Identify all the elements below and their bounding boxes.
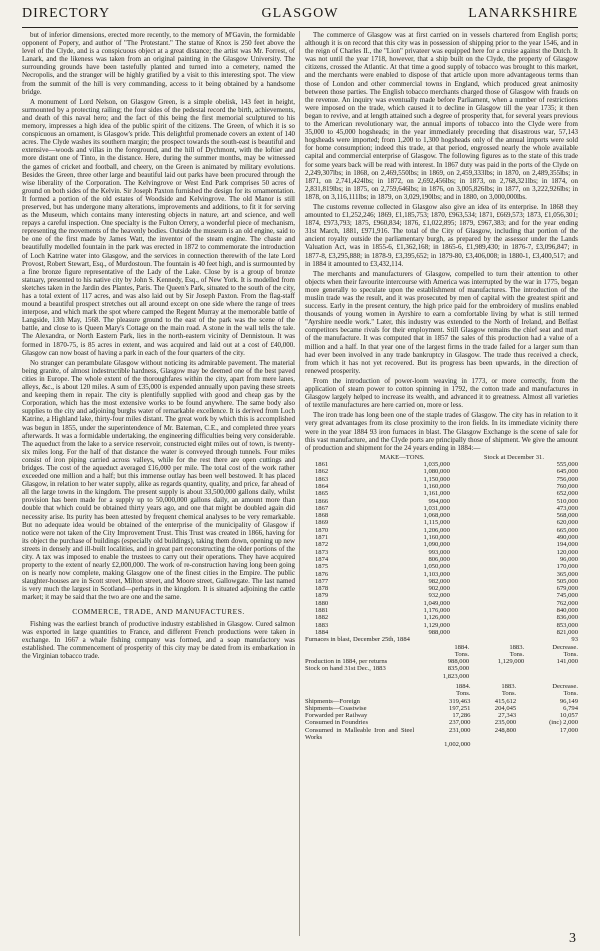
year-cell: 1864 — [315, 482, 329, 490]
production-value: 988,000 — [447, 658, 470, 666]
summary-header: 1884. — [454, 643, 470, 651]
shipment-label: Consumed in Malleable Iron and Steel Works — [305, 726, 415, 742]
shipments-header: 1884. — [455, 682, 471, 690]
make-cell: 932,000 — [428, 592, 450, 600]
stock-cell: 555,000 — [556, 461, 578, 469]
make-cell: 988,000 — [428, 628, 450, 636]
make-cell: 1,103,000 — [423, 570, 450, 578]
stock-cell: 473,000 — [556, 504, 578, 512]
stock-cell: 665,000 — [556, 526, 578, 534]
table-row — [305, 519, 578, 526]
year-cell: 1861 — [315, 461, 329, 469]
table-row — [305, 719, 578, 726]
stock-cell: 96,000 — [559, 555, 578, 563]
stock-cell: 840,000 — [556, 607, 578, 615]
shipments-unit: Tons. — [501, 690, 517, 698]
production-summary-table — [305, 644, 578, 680]
shipment-value: 17,000 — [559, 726, 578, 734]
make-cell: 982,000 — [428, 577, 450, 585]
table-row — [305, 727, 578, 742]
make-cell: 1,050,000 — [423, 563, 450, 571]
make-cell: 1,068,000 — [423, 512, 450, 520]
iron-production-table — [305, 454, 578, 636]
year-cell: 1880 — [315, 599, 329, 607]
table-header-row — [305, 454, 578, 461]
column-divider — [299, 31, 300, 936]
table-row — [305, 534, 578, 541]
shipment-value: 204,045 — [494, 704, 517, 712]
table-row — [305, 614, 578, 621]
table-row — [305, 622, 578, 629]
year-cell: 1877 — [315, 577, 329, 585]
page-number: 3 — [569, 931, 576, 946]
make-cell: 1,150,000 — [423, 475, 450, 483]
year-cell: 1879 — [315, 592, 329, 600]
header-right: LANARKSHIRE — [468, 6, 578, 21]
right-column — [305, 31, 578, 936]
furnaces-value: 93 — [571, 636, 578, 644]
make-cell: 1,160,000 — [423, 534, 450, 542]
table-row — [305, 483, 578, 490]
table-row — [305, 490, 578, 497]
summary-unit: Tons. — [563, 650, 578, 658]
make-cell: 1,090,000 — [423, 541, 450, 549]
stock-cell: 679,000 — [556, 585, 578, 593]
year-cell: 1873 — [315, 548, 329, 556]
make-cell: 994,000 — [428, 497, 450, 505]
table-row — [305, 712, 578, 719]
shipments-unit: Tons. — [563, 690, 578, 698]
stock-cell: 120,000 — [556, 548, 578, 556]
stock-cell: 510,000 — [556, 497, 578, 505]
furnaces-label: Furnaces in blast, December 25th, 1884 — [305, 636, 410, 644]
make-cell: 993,000 — [428, 548, 450, 556]
make-cell: 1,129,000 — [423, 621, 450, 629]
stock-label: Stock on hand 31st Dec., 1883 — [305, 665, 386, 673]
shipment-value: (inc) 2,000 — [549, 719, 578, 727]
table-row — [305, 578, 578, 585]
year-cell: 1867 — [315, 504, 329, 512]
summary-header: 1883. — [509, 643, 525, 651]
year-cell: 1881 — [315, 607, 329, 615]
stock-cell: 760,000 — [556, 482, 578, 490]
stock-cell: 836,000 — [556, 614, 578, 622]
year-cell: 1876 — [315, 570, 329, 578]
shipment-value: 237,000 — [449, 719, 471, 727]
table-row — [305, 556, 578, 563]
shipment-value: 319,463 — [449, 697, 471, 705]
year-cell: 1874 — [315, 555, 329, 563]
table-row — [305, 512, 578, 519]
stock-cell: 756,000 — [556, 475, 578, 483]
year-cell: 1862 — [315, 468, 329, 476]
table-row — [305, 468, 578, 475]
stock-cell: 568,000 — [556, 512, 578, 520]
shipments-header: Decrease. — [552, 682, 578, 690]
table-row — [305, 498, 578, 505]
stock-cell: 745,000 — [556, 592, 578, 600]
make-cell: 1,080,000 — [423, 468, 450, 476]
make-tons-header: MAKE—TONS. — [379, 453, 425, 461]
shipment-value: 17,286 — [452, 712, 471, 720]
table-row — [305, 592, 578, 599]
shipment-label: Consumed in Foundries — [305, 719, 369, 727]
table-row — [305, 527, 578, 534]
table-row — [305, 629, 578, 636]
make-cell: 1,176,000 — [423, 607, 450, 615]
left-paragraph: but of inferior dimensions, erected more recently, to the memory of M'Gavin, the formidable opponent of Popery, and author of "The Protestant." The statue of Knox is 250 feet above the level of the Clyde, and is a conspicuous object at a great distance; the artist was Mr. Forrest, of Lanark, and the likeness was taken from an original painting in the Glasgow University. The surrounding grounds have been tastefully planted and turned into a cemetery, named the Necropolis, and the stranger will be highly gratified by a visit to this interesting spot. The view from the summit of the hill is very commanding, access to it being obtained by a handsome bridge. — [22, 31, 295, 96]
year-cell: 1878 — [315, 585, 329, 593]
header-rule — [22, 27, 578, 28]
furnaces-line — [305, 636, 578, 643]
summary-unit: Tons. — [509, 650, 525, 658]
production-label: Production in 1884, per returns — [305, 658, 388, 666]
table-row — [305, 698, 578, 705]
right-paragraph: The iron trade has long been one of the staple trades of Glasgow. The city has in relation to it very great advantages from its close proximity to the iron fields. In its immediate vicinity there were in the year 1884 93 iron furnaces in blast. The Glasgow Exchange is the scene of sale for this vast manufacture, and the Clyde ports are principally those of shipment. We give the amount of production and shipment for the 24 years ending in 1884:— — [305, 411, 578, 452]
left-paragraph: No stranger can perambulate Glasgow without noticing its admirable pavement. The material being granite, of almost indestructible hardness, Glasgow may be deemed one of the best paved cities in Europe. The whole extent of the thoroughfares within the city, apart from mere lanes, alleys, &c., is about 120 miles. A sum of £35,000 is expended annually upon paving these streets and keeping them in repair. The city is plentifully supplied with good and cheap gas by the Corporation, which has the most extensive works to be found anywhere. The same body also supplies to the city and adjoining burghs water of remarkable excellence. It is derived from Loch Katrine, a Highland lake, thirty-four miles distant. The great work by which this is accomplished was begun in 1855, under the superintendence of Mr. Bateman, C.E., and completed three years afterwards. It was a formidable undertaking, the engineering difficulties being very considerable. The aqueduct from the lake to a service reservoir, constructed eight miles out of town, is twenty-six miles long. For the half of that distance the water is conveyed through tunnels. Four miles consist of iron piping carried across valleys, while for the rest there are open cuttings and bridges. The cost of the aqueduct averaged £16,000 per mile. The total cost of the work rather exceeded one million and a half; but this immense outlay has been well bestowed. It has placed Glasgow, in relation to her water supply, alike as regards quantity, quality, and price, far ahead of all the large towns in the kingdom. The present supply is about 33,500,000 gallons daily, whilst provision has been made for a supply up to 50,000,000 gallons daily, an amount more than double that which could be obtained thirty years ago, and one that might be doubled again did necessity arise. Its purity has been attested by frequent chemical analyses to be very remarkable. But no adequate idea would be obtained of the enterprise of the municipality of Glasgow if notice were not taken of the City Improvement Trust. This Trust was created in 1866, having for its object the purchase of buildings (especially old buildings), taking them down, opening up new streets in densely and ill-built localities, and in great part reconstructing the older portions of the city. A tax was imposed to enable the trustees to carry out their operations. They have acquired property to the extent of nearly £2,000,000. The work of re-construction having long been going on is nearly now complete, making Glasgow one of the finest cities in the Empire. The public slaughter-houses are in Scott street, Milton street, and Moore street, Gallowgate. The last named is very much the largest in Scotland—perhaps in the kingdom. It is situated adjoining the cattle market; it may be said that the two are one and the same. — [22, 358, 295, 602]
make-cell: 1,031,000 — [423, 504, 450, 512]
table-row — [305, 476, 578, 483]
year-cell: 1863 — [315, 475, 329, 483]
commerce-paragraph: Fishing was the earliest branch of productive industry established in Glasgow. Cured salmon was exported in large quantities to France, and different French productions were taken in exchange. In 1667 a whale fishing company was formed, and a soap manufactory was established. The commencement of prosperity of this city may be dated from its embarkation in the Virginian tobacco trade. — [22, 619, 295, 661]
table-row — [305, 563, 578, 570]
production-value: 1,129,000 — [497, 658, 525, 666]
year-cell: 1870 — [315, 526, 329, 534]
stock-cell: 194,000 — [556, 541, 578, 549]
shipment-label: Forwarded per Railway — [305, 712, 368, 720]
right-paragraph: The merchants and manufacturers of Glasgow, compelled to turn their attention to other objects when their favourite intercourse with America was interrupted by the war in 1775, began more generally to speculate upon the establishment of manufactures. The introduction of the muslin trade was the result, and it was prosecuted by men of capital with the greatest spirit and success. Early in the present century, the high price paid for the embroidery of muslins enabled thousands of young women in Ayrshire to earn a comfortable living by what is still termed "Ayrshire needle work." Later, this industry was extended to the North of Ireland, and Belfast competitors became rivals for their employment. Still Glasgow remains the chief seat and mart of the manufacture. It was computed that in 1857 the sales of this production had a value of a million and a half. In that year one of the largest firms in the trade failed for a larger sum than had ever been involved in any trade bankruptcy in Glasgow. The trade thus received a check, from which it has not yet recovered. But its progress has been upwards, in the direction of renewed prosperity. — [305, 269, 578, 375]
make-cell: 1,049,000 — [423, 599, 450, 607]
stock-value: 835,000 — [447, 665, 470, 673]
year-cell: 1875 — [315, 563, 329, 571]
stock-cell: 170,000 — [556, 563, 578, 571]
make-cell: 1,035,000 — [423, 461, 450, 469]
year-cell: 1865 — [315, 490, 329, 498]
shipment-value: 6,794 — [563, 704, 578, 712]
shipment-value: 10,057 — [559, 712, 578, 720]
right-paragraph: The customs revenue collected in Glasgow also give an idea of its enterprise. In 1868 they amounted to £1,252,246; 1869, £1,185,753; 1870, £963,534; 1871, £669,573; 1873, £1,056,301; 1874, £973,793; 1875, £960,834; 1876, £1,022,895; 1879, £967,383; and for the year ending 31st March, 1881, £971,916. The total of the City of Glasgow, including that portion of the ancient royalty outside the parliamentary burgh, as prepared by the assessor under the Lands Valuation Act, was in 1855-6, £1,362,168; in 1865-6, £1,989,430; in 1876-7, £3,096,847; in 1877-8, £3,295,888; in 1878-9, £3,395,652; in 1879-80, £3,406,008; in 1880-1, £3,400,517; and in 1884 it amounted to £3,432,114. — [305, 202, 578, 268]
make-cell: 806,000 — [428, 555, 450, 563]
section-title: COMMERCE, TRADE, AND MANUFACTURES. — [72, 606, 245, 616]
table-row — [305, 585, 578, 592]
table-row — [305, 505, 578, 512]
stock-cell: 853,000 — [556, 621, 578, 629]
stock-cell: 652,000 — [556, 490, 578, 498]
left-column — [22, 31, 295, 941]
year-cell: 1872 — [315, 541, 329, 549]
shipments-unit: Tons. — [456, 690, 471, 698]
year-cell: 1882 — [315, 614, 329, 622]
table-row — [305, 549, 578, 556]
shipment-value: 27,343 — [498, 712, 517, 720]
table-row — [305, 461, 578, 468]
stock-cell: 762,000 — [556, 599, 578, 607]
year-cell: 1868 — [315, 512, 329, 520]
total-value: 1,823,000 — [442, 672, 470, 680]
page-header — [22, 6, 578, 26]
stock-cell: 620,000 — [556, 519, 578, 527]
right-paragraph: The commerce of Glasgow was at first carried on in vessels chartered from English ports; although it is on record that this city was in possession of shipping prior to the year 1546, and in the reign of Charles II., the "Lion" privateer was equipped here for a cruise against the Dutch. It was not until the year 1718, however, that a ship built on the Clyde, the property of Glasgow citizens, crossed the Atlantic. At that time a good supply of tobacco was brought to this market, and the merchants were enabled to dispose of that article upon more advantageous terms than those of London and other commercial towns in England, which produced great animosity between those parties. The English tobacco merchants charged those of Glasgow with frauds on the revenue. An inquiry was eventually made before Parliament, when a number of restrictions were imposed on the trade, which caused it to decline in Glasgow till the year 1735; it then began to revive, and at length attained such a degree of prosperity that, for several years previous to the American revolutionary war, the annual imports of tobacco into the Clyde were from 35,000 to 45,000 hogsheads; in the year immediately preceding that disastrous war, 57,143 hogsheads were imported; from 1,200 to 1,300 hogsheads only of the annual imports were sold for home consumption; indeed this trade, at that period, engrossed nearly the whole available capital and commercial enterprise of Glasgow. The following figures as to the state of this trade for some years back will be read with interest. In 1867 duty was paid in the ports of the Clyde on 2,249,307lbs; in 1868, on 2,469,550lbs; in 1869, on 2,459,333lbs; in 1870, on 2,489,355lbs; in 1871, on 2,741,424lbs; in 1872, on 2,692,456lbs; in 1873, on 2,768,321lbs; in 1874, on 2,831,819lbs; in 1875, on 2,759,646lbs; in 1876, on 3,005,826lbs; in 1877, on 3,222,926lbs; in 1878, on 3,116,111lbs; in 1879, on 3,029,190lbs; and in 1880, on 3,000,000lbs. — [305, 31, 578, 201]
table-row — [305, 607, 578, 614]
shipment-value: 96,149 — [559, 697, 578, 705]
year-cell: 1884 — [315, 628, 329, 636]
shipment-label: Shipments—Foreign — [305, 697, 360, 705]
left-paragraph: A monument of Lord Nelson, on Glasgow Green, is a simple obelisk, 143 feet in height, surmounted by a protecting railing; the four sides of the pedestal record the birth, achievements, and death of this naval hero; and the fact of this being the first memorial sculptured to his memory, impresses a high idea of the public spirit of the citizens. The Green, of which it is so conspicuous an ornament, is Glasgow's pride. This delightful promenade covers an extent of 140 acres. The Clyde washes its southern margin; the prospect towards the south-east is beautiful and extensive—woods and villas in the foreground, and the hill of Dychmont, with the loftier and more distant one of Tinto, in the distance. Here, during the summer months, may be witnessed the games of cricket and football, and cheery, on the Green is animated by military evolutions. Besides the Green, three other large and beautiful laid out parks have been procured through the wise liberality of the Corporation. The Kelvingrove or West End Park comprises 50 acres of ground on both sides of the Kelvin. Sir Joseph Paxton furnished the design for its ornamentation. It formed a portion of the old estates of Woodside and Kelvingrove. The old Manor is still preserved, but has undergone many alterations, improvements and additions, to fit it for serving as the Museum, which contains many interesting objects in nature, art and science, and well repays a careful inspection. One specialty is the Fulton Orrery, a wonderful piece of mechanism, representing the movements of the heavenly bodies. Outside the museum is an old engine, said to be one of the first made by James Watt, the inventor of the steam engine. The chaste and beautifully modelled fountain in the park was erected in 1872 to commemorate the introduction of Loch Katrine water into Glasgow, and the services in connection therewith of the late Lord Provost, Robert Stewart, Esq., of Murdostoun. The fountain is 40 feet high, and is surmounted by a fine bronze figure representative of the Lady of the Lake. Close by is a group of bronze statuary, presented to his native city by John S. Kennedy, Esq., of New York. It is modelled from sketches taken in the Jardin des Plantes, Paris. The Queen's Park, situated to the south of the city, has a total extent of 117 acres, and was also laid out by Sir Joseph Paxton. From the flag-staff mound a beautiful prospect stretches out all around except on one side where the range of trees interpose, and which mark the spot where camped the Regent Murray at the memorable battle of Langside, 13th May, 1568. The pleasure ground to the east of the park was the scene of the battle, and close to is Queen Mary's Cottage on the main road. A stone in the wall tells the tale. The Alexandra, or North Eastern Park, lies in the north-eastern vicinity of Dennistoun. It was formed in 1870-75, is 85 acres in extent, and was acquired and laid out at a cost of £40,000. Glasgow can now boast of having a park in each of the four quarters of the city. — [22, 97, 295, 357]
make-cell: 1,206,000 — [423, 526, 450, 534]
year-cell: 1883 — [315, 621, 329, 629]
make-cell: 1,161,000 — [423, 490, 450, 498]
stock-cell: 505,000 — [556, 577, 578, 585]
stock-cell: 365,000 — [556, 570, 578, 578]
table-row — [305, 571, 578, 578]
shipments-table — [305, 683, 578, 749]
summary-unit: Tons. — [454, 650, 470, 658]
year-cell: 1869 — [315, 519, 329, 527]
shipments-header: 1883. — [501, 682, 517, 690]
shipment-value: 197,251 — [449, 704, 471, 712]
stock-header: Stock at December 31. — [483, 453, 544, 461]
shipment-value: 248,800 — [494, 726, 517, 734]
table-row — [305, 600, 578, 607]
table-row — [305, 541, 578, 548]
summary-header: Decrease. — [552, 643, 578, 651]
table-row — [305, 705, 578, 712]
header-center: GLASGOW — [261, 6, 339, 21]
shipment-label: Shipments—Coastwise — [305, 704, 367, 712]
make-cell: 902,000 — [428, 585, 450, 593]
stock-cell: 490,000 — [556, 534, 578, 542]
shipment-value: 231,000 — [449, 726, 471, 734]
shipment-value: 235,000 — [494, 719, 517, 727]
right-paragraph: From the introduction of power-loom weaving in 1773, or more correctly, from the application of steam power to cotton spinning in 1792, the cotton trade and manufactures in Glasgow largely helped to increase its wealth, and advanced it to greatness. Almost all varieties of textile manufactures are here carried on, more or less. — [305, 376, 578, 410]
year-cell: 1866 — [315, 497, 329, 505]
shipment-value: 415,612 — [494, 697, 517, 705]
shipments-total: 1,002,000 — [444, 741, 471, 749]
header-left: DIRECTORY — [22, 6, 111, 21]
make-cell: 1,126,000 — [423, 614, 450, 622]
make-cell: 1,115,000 — [423, 519, 450, 527]
make-cell: 1,160,000 — [423, 482, 450, 490]
stock-cell: 821,000 — [556, 628, 578, 636]
production-value: 141,000 — [556, 658, 578, 666]
stock-cell: 645,000 — [556, 468, 578, 476]
year-cell: 1871 — [315, 534, 329, 542]
